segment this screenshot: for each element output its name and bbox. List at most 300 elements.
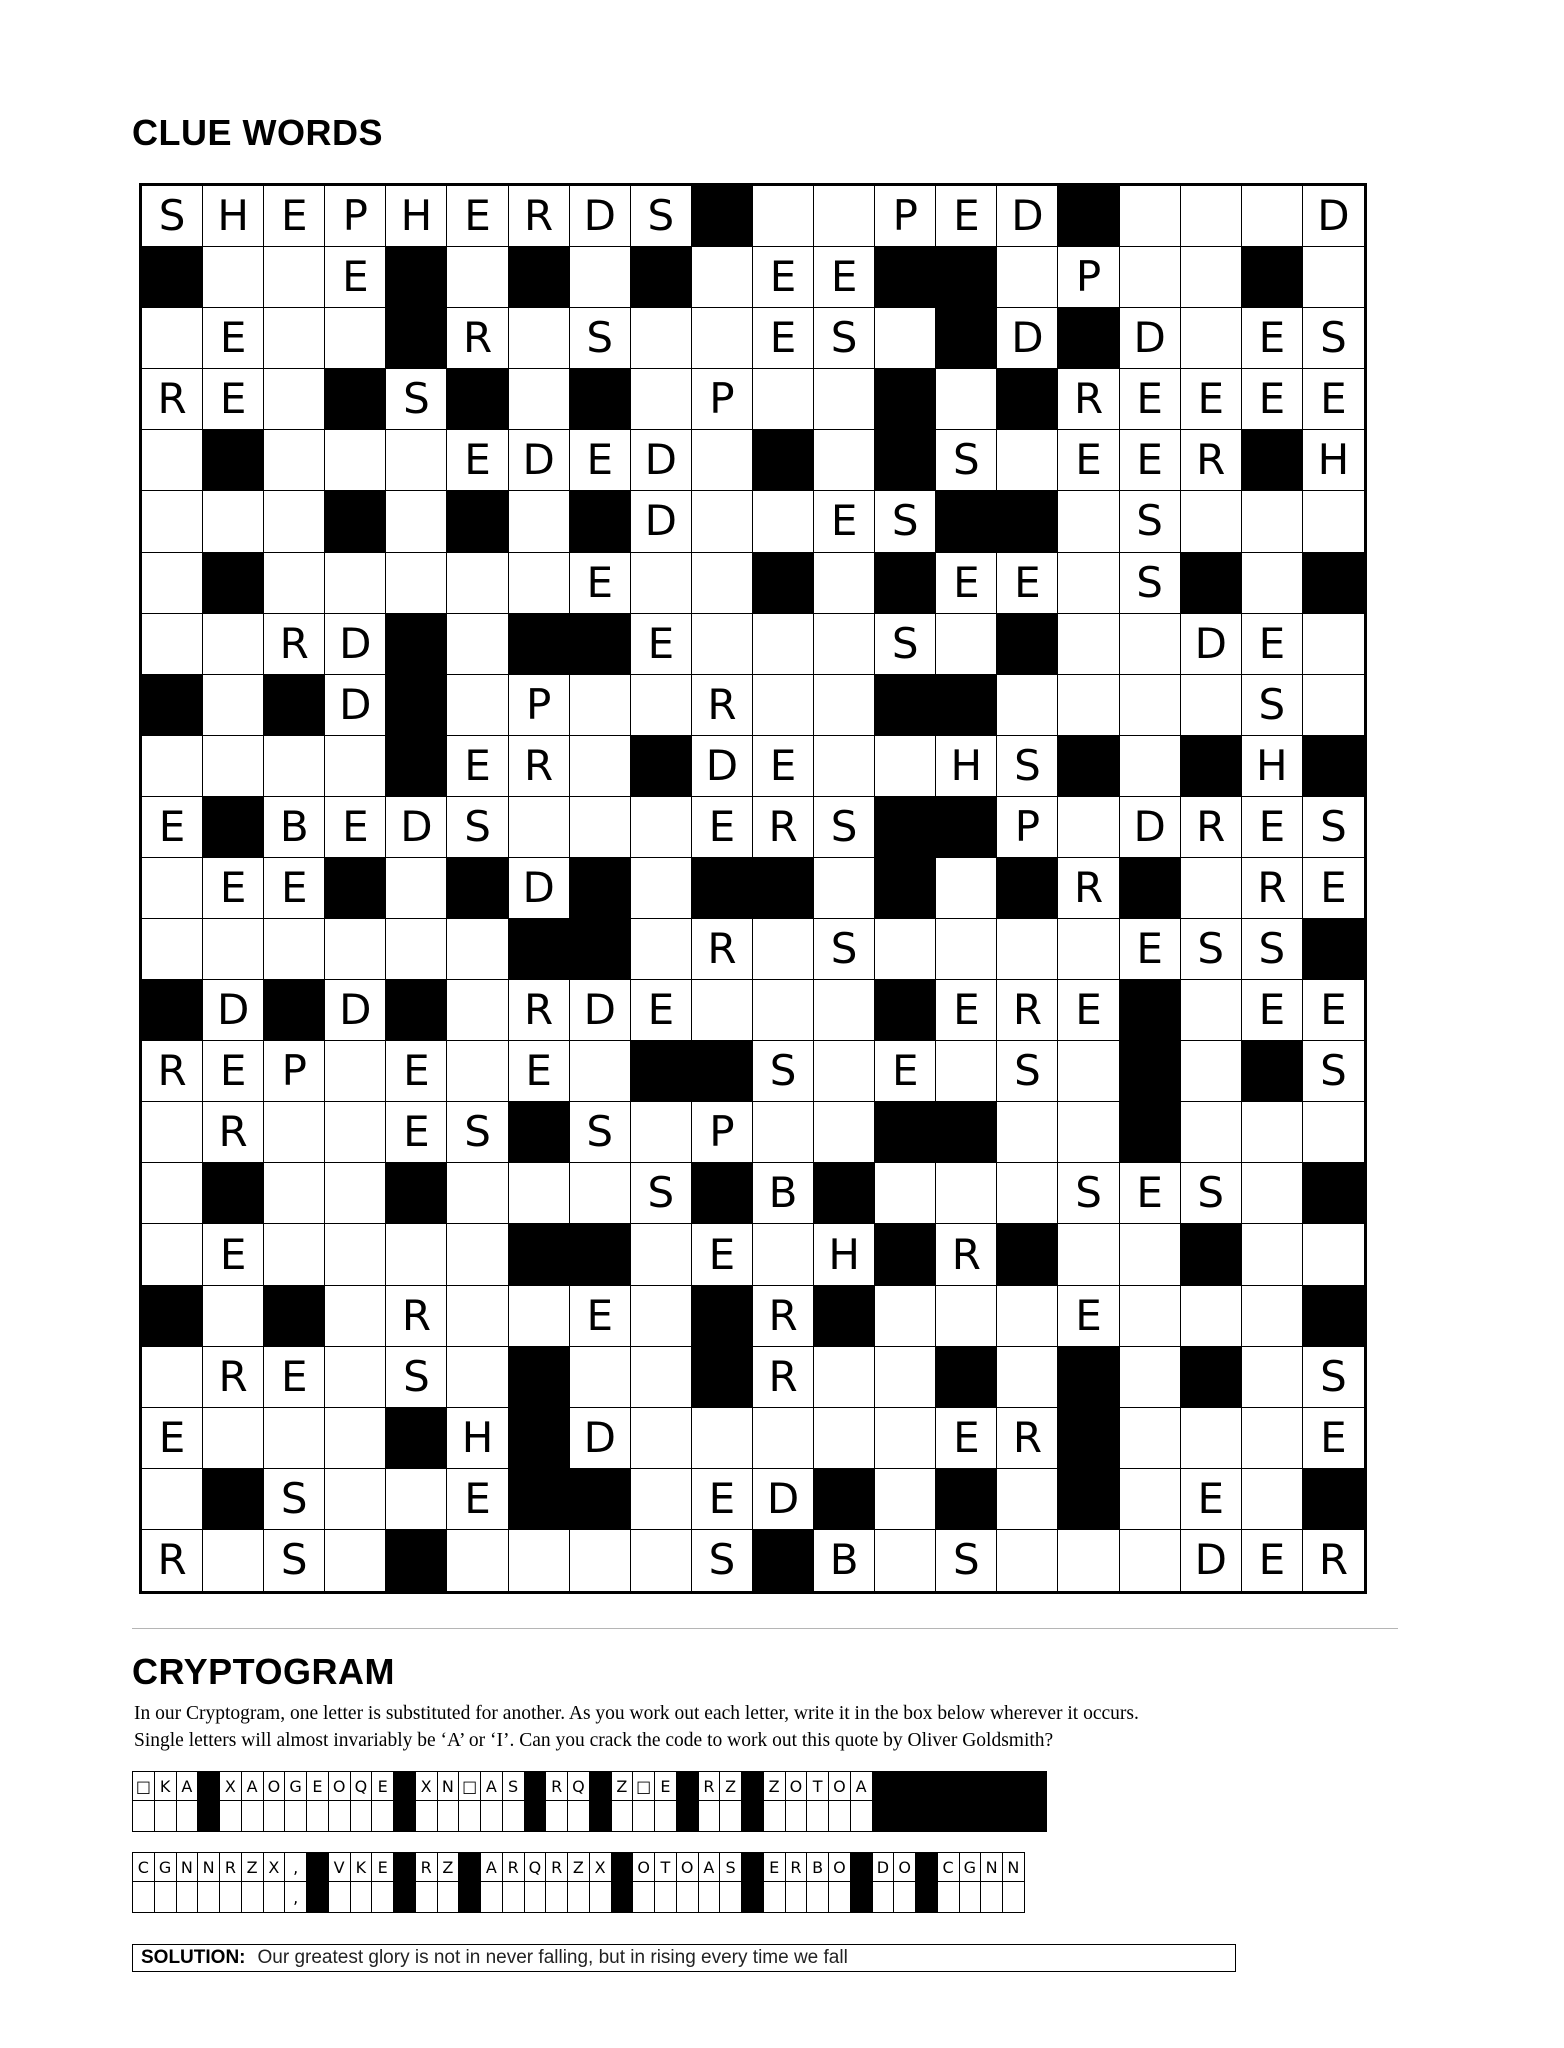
answer-box[interactable] — [133, 1801, 154, 1831]
grid-cell[interactable] — [386, 491, 447, 552]
grid-cell[interactable]: R — [753, 1347, 814, 1408]
grid-cell[interactable] — [1181, 247, 1242, 308]
grid-cell[interactable]: E — [447, 1469, 508, 1530]
grid-cell[interactable]: P — [1058, 247, 1119, 308]
answer-box[interactable] — [1003, 1882, 1024, 1912]
grid-cell[interactable] — [142, 491, 203, 552]
grid-cell[interactable]: S — [936, 430, 997, 491]
answer-box[interactable] — [264, 1882, 285, 1912]
grid-cell[interactable] — [1181, 858, 1242, 919]
grid-cell[interactable] — [1242, 1408, 1303, 1469]
grid-cell[interactable]: P — [325, 186, 386, 247]
grid-cell[interactable]: E — [936, 553, 997, 614]
answer-box[interactable] — [459, 1801, 480, 1831]
grid-cell[interactable]: S — [1058, 1163, 1119, 1224]
grid-cell[interactable] — [1181, 1286, 1242, 1347]
cryptogram-letter-box[interactable] — [677, 1853, 699, 1912]
answer-box[interactable] — [481, 1801, 502, 1831]
grid-cell[interactable] — [447, 553, 508, 614]
grid-cell[interactable]: S — [264, 1469, 325, 1530]
cryptogram-letter-box[interactable] — [481, 1853, 503, 1912]
grid-cell[interactable]: E — [203, 1041, 264, 1102]
grid-cell[interactable]: S — [1303, 308, 1364, 369]
grid-cell[interactable]: R — [447, 308, 508, 369]
grid-cell[interactable]: S — [814, 308, 875, 369]
grid-cell[interactable]: E — [447, 430, 508, 491]
cryptogram-letter-box[interactable] — [372, 1853, 394, 1912]
cryptogram-letter-box[interactable] — [981, 1853, 1003, 1912]
answer-box[interactable] — [242, 1801, 263, 1831]
grid-cell[interactable]: R — [1181, 797, 1242, 858]
grid-cell[interactable] — [142, 430, 203, 491]
grid-cell[interactable] — [325, 1041, 386, 1102]
cryptogram-letter-box[interactable] — [764, 1853, 786, 1912]
answer-box[interactable] — [133, 1882, 154, 1912]
answer-box[interactable] — [807, 1882, 828, 1912]
grid-cell[interactable]: R — [264, 614, 325, 675]
cryptogram-letter-box[interactable] — [568, 1772, 590, 1831]
grid-cell[interactable]: S — [386, 369, 447, 430]
grid-cell[interactable] — [264, 1408, 325, 1469]
grid-cell[interactable]: S — [631, 186, 692, 247]
answer-box[interactable] — [851, 1801, 872, 1831]
grid-cell[interactable]: D — [997, 186, 1058, 247]
grid-cell[interactable] — [1181, 186, 1242, 247]
answer-box[interactable] — [351, 1882, 372, 1912]
grid-cell[interactable]: H — [814, 1224, 875, 1285]
grid-cell[interactable] — [1242, 186, 1303, 247]
grid-cell[interactable]: R — [1242, 858, 1303, 919]
grid-cell[interactable] — [447, 247, 508, 308]
grid-cell[interactable]: D — [203, 980, 264, 1041]
grid-cell[interactable]: R — [509, 980, 570, 1041]
grid-cell[interactable]: D — [753, 1469, 814, 1530]
answer-box[interactable] — [285, 1801, 306, 1831]
grid-cell[interactable] — [264, 491, 325, 552]
grid-cell[interactable] — [386, 858, 447, 919]
cryptogram-letter-box[interactable] — [720, 1772, 742, 1831]
grid-cell[interactable] — [1120, 736, 1181, 797]
grid-cell[interactable] — [936, 614, 997, 675]
cryptogram-letter-box[interactable] — [655, 1853, 677, 1912]
grid-cell[interactable]: D — [1120, 797, 1181, 858]
grid-cell[interactable]: D — [1120, 308, 1181, 369]
grid-cell[interactable]: S — [1181, 919, 1242, 980]
grid-cell[interactable]: E — [1303, 1408, 1364, 1469]
answer-box[interactable] — [590, 1882, 611, 1912]
grid-cell[interactable] — [509, 553, 570, 614]
cryptogram-letter-box[interactable] — [873, 1853, 895, 1912]
grid-cell[interactable]: S — [1303, 1347, 1364, 1408]
answer-box[interactable] — [633, 1801, 654, 1831]
grid-cell[interactable]: R — [1318, 1535, 1349, 1585]
grid-cell[interactable] — [692, 308, 753, 369]
grid-cell[interactable]: D — [509, 430, 570, 491]
grid-cell[interactable] — [814, 614, 875, 675]
grid-cell[interactable]: S — [1120, 553, 1181, 614]
grid-cell[interactable] — [447, 1041, 508, 1102]
grid-cell[interactable] — [1242, 1347, 1303, 1408]
grid-cell[interactable] — [631, 1286, 692, 1347]
grid-cell[interactable] — [753, 1224, 814, 1285]
cryptogram-letter-box[interactable] — [459, 1772, 481, 1831]
grid-cell[interactable] — [325, 1347, 386, 1408]
grid-cell[interactable] — [1181, 1408, 1242, 1469]
cryptogram-letter-box[interactable] — [220, 1772, 242, 1831]
grid-cell[interactable] — [509, 308, 570, 369]
grid-cell[interactable] — [1303, 491, 1364, 552]
answer-box[interactable] — [264, 1801, 285, 1831]
grid-cell[interactable] — [1181, 1102, 1242, 1163]
grid-cell[interactable] — [509, 1530, 570, 1591]
grid-cell[interactable]: E — [447, 186, 508, 247]
grid-cell[interactable] — [814, 186, 875, 247]
grid-cell[interactable]: E — [1242, 369, 1303, 430]
grid-cell[interactable] — [203, 614, 264, 675]
answer-box[interactable] — [568, 1801, 589, 1831]
grid-cell[interactable] — [814, 1041, 875, 1102]
grid-cell[interactable] — [753, 919, 814, 980]
grid-cell[interactable]: S — [142, 186, 203, 247]
grid-cell[interactable] — [1120, 1347, 1181, 1408]
grid-cell[interactable] — [753, 980, 814, 1041]
grid-cell[interactable]: E — [814, 491, 875, 552]
cryptogram-letter-box[interactable] — [633, 1853, 655, 1912]
answer-box[interactable] — [481, 1882, 502, 1912]
grid-cell[interactable]: E — [1303, 980, 1364, 1041]
grid-cell[interactable] — [1058, 1102, 1119, 1163]
grid-cell[interactable]: E — [997, 553, 1058, 614]
grid-cell[interactable] — [692, 614, 753, 675]
grid-cell[interactable] — [814, 369, 875, 430]
answer-box[interactable] — [438, 1882, 459, 1912]
cryptogram-letter-box[interactable] — [264, 1853, 286, 1912]
answer-box[interactable] — [677, 1882, 698, 1912]
grid-cell[interactable]: R — [1058, 858, 1119, 919]
grid-cell[interactable]: E — [570, 1286, 631, 1347]
answer-box[interactable] — [764, 1801, 785, 1831]
answer-box[interactable] — [829, 1801, 850, 1831]
grid-cell[interactable] — [814, 1347, 875, 1408]
cryptogram-letter-box[interactable] — [807, 1772, 829, 1831]
grid-cell[interactable] — [1058, 491, 1119, 552]
grid-cell[interactable] — [753, 369, 814, 430]
grid-cell[interactable] — [570, 247, 631, 308]
answer-box[interactable] — [568, 1882, 589, 1912]
grid-cell[interactable]: R — [997, 1408, 1058, 1469]
grid-cell[interactable] — [875, 1469, 936, 1530]
grid-cell[interactable] — [631, 308, 692, 369]
grid-cell[interactable] — [1120, 186, 1181, 247]
answer-box[interactable] — [873, 1882, 894, 1912]
grid-cell[interactable] — [875, 1408, 936, 1469]
grid-cell[interactable]: R — [509, 736, 570, 797]
grid-cell[interactable]: E — [1181, 369, 1242, 430]
grid-cell[interactable] — [325, 1224, 386, 1285]
grid-cell[interactable]: E — [631, 980, 692, 1041]
grid-cell[interactable] — [875, 1286, 936, 1347]
grid-cell[interactable] — [814, 430, 875, 491]
answer-box[interactable] — [416, 1801, 437, 1831]
grid-cell[interactable] — [631, 919, 692, 980]
cryptogram-letter-box[interactable] — [177, 1853, 199, 1912]
answer-box[interactable] — [786, 1801, 807, 1831]
answer-box[interactable] — [960, 1882, 981, 1912]
grid-cell[interactable]: S — [1120, 491, 1181, 552]
grid-cell[interactable] — [447, 980, 508, 1041]
cryptogram-letter-box[interactable] — [503, 1853, 525, 1912]
cryptogram-letter-box[interactable] — [220, 1853, 242, 1912]
grid-cell[interactable] — [386, 553, 447, 614]
answer-box[interactable] — [525, 1882, 546, 1912]
cryptogram-letter-box[interactable] — [764, 1772, 786, 1831]
grid-cell[interactable]: S — [1242, 675, 1303, 736]
grid-cell[interactable]: E — [325, 247, 386, 308]
grid-cell[interactable] — [1058, 919, 1119, 980]
grid-cell[interactable] — [203, 736, 264, 797]
grid-cell[interactable] — [631, 1102, 692, 1163]
grid-cell[interactable]: S — [447, 797, 508, 858]
grid-cell[interactable] — [570, 1530, 631, 1591]
grid-cell[interactable]: E — [447, 736, 508, 797]
grid-cell[interactable]: E — [264, 186, 325, 247]
grid-cell[interactable] — [692, 430, 753, 491]
grid-cell[interactable]: E — [936, 980, 997, 1041]
grid-cell[interactable]: S — [997, 736, 1058, 797]
grid-cell[interactable]: P — [692, 369, 753, 430]
grid-cell[interactable] — [509, 491, 570, 552]
cryptogram-letter-box[interactable] — [329, 1853, 351, 1912]
grid-cell[interactable] — [1181, 308, 1242, 369]
grid-cell[interactable] — [814, 1102, 875, 1163]
answer-box[interactable] — [699, 1801, 720, 1831]
grid-cell[interactable] — [1120, 247, 1181, 308]
grid-cell[interactable]: R — [692, 675, 753, 736]
grid-cell[interactable]: E — [753, 736, 814, 797]
grid-cell[interactable] — [1058, 797, 1119, 858]
grid-cell[interactable] — [875, 1530, 936, 1591]
cryptogram-letter-box[interactable] — [285, 1772, 307, 1831]
grid-cell[interactable]: H — [1242, 736, 1303, 797]
answer-box[interactable] — [351, 1801, 372, 1831]
grid-cell[interactable]: D — [570, 1408, 631, 1469]
grid-cell[interactable]: S — [386, 1347, 447, 1408]
cryptogram-letter-box[interactable] — [655, 1772, 677, 1831]
cryptogram-letter-box[interactable] — [307, 1772, 329, 1831]
grid-cell[interactable] — [509, 1286, 570, 1347]
answer-box[interactable] — [177, 1801, 198, 1831]
cryptogram-letter-box[interactable] — [633, 1772, 655, 1831]
grid-cell[interactable] — [386, 919, 447, 980]
grid-cell[interactable]: D — [325, 614, 386, 675]
answer-box[interactable] — [546, 1801, 567, 1831]
grid-cell[interactable] — [1058, 1041, 1119, 1102]
answer-box[interactable] — [416, 1882, 437, 1912]
grid-cell[interactable]: E — [1303, 369, 1364, 430]
grid-cell[interactable]: E — [875, 1041, 936, 1102]
grid-cell[interactable] — [264, 308, 325, 369]
grid-cell[interactable] — [997, 247, 1058, 308]
grid-cell[interactable] — [814, 1408, 875, 1469]
grid-cell[interactable]: E — [1242, 980, 1303, 1041]
grid-cell[interactable]: E — [1120, 919, 1181, 980]
grid-cell[interactable] — [142, 1469, 203, 1530]
grid-cell[interactable] — [264, 1102, 325, 1163]
grid-cell[interactable]: S — [1181, 1163, 1242, 1224]
grid-cell[interactable] — [1242, 553, 1303, 614]
grid-cell[interactable]: E — [1058, 980, 1119, 1041]
grid-cell[interactable]: S — [692, 1530, 753, 1591]
grid-cell[interactable] — [142, 614, 203, 675]
grid-cell[interactable]: E — [631, 614, 692, 675]
grid-cell[interactable]: E — [1120, 430, 1181, 491]
grid-cell[interactable]: R — [997, 980, 1058, 1041]
grid-cell[interactable]: S — [936, 1530, 997, 1591]
grid-cell[interactable] — [997, 1347, 1058, 1408]
grid-cell[interactable]: S — [997, 1041, 1058, 1102]
grid-cell[interactable] — [447, 1224, 508, 1285]
grid-cell[interactable] — [631, 1224, 692, 1285]
grid-cell[interactable] — [936, 1041, 997, 1102]
grid-cell[interactable] — [1120, 1530, 1181, 1591]
grid-cell[interactable]: H — [203, 186, 264, 247]
grid-cell[interactable]: S — [753, 1041, 814, 1102]
cryptogram-letter-box[interactable] — [416, 1853, 438, 1912]
grid-cell[interactable]: E — [570, 430, 631, 491]
grid-cell[interactable]: R — [753, 1286, 814, 1347]
grid-cell[interactable] — [1303, 1224, 1364, 1285]
grid-cell[interactable] — [509, 1163, 570, 1224]
grid-cell[interactable]: R — [386, 1286, 447, 1347]
grid-cell[interactable] — [875, 308, 936, 369]
cryptogram-letter-box[interactable] — [372, 1772, 394, 1831]
cryptogram-letter-box[interactable] — [1003, 1853, 1025, 1912]
grid-cell[interactable] — [142, 1224, 203, 1285]
grid-cell[interactable] — [997, 1469, 1058, 1530]
grid-cell[interactable] — [1303, 1102, 1364, 1163]
grid-cell[interactable] — [325, 919, 386, 980]
grid-cell[interactable] — [753, 675, 814, 736]
answer-box[interactable] — [612, 1801, 633, 1831]
cryptogram-letter-box[interactable] — [438, 1853, 460, 1912]
answer-box[interactable] — [177, 1882, 198, 1912]
grid-cell[interactable]: H — [386, 186, 447, 247]
answer-box[interactable] — [220, 1801, 241, 1831]
cryptogram-letter-box[interactable] — [481, 1772, 503, 1831]
grid-cell[interactable]: E — [692, 1469, 753, 1530]
grid-cell[interactable] — [264, 919, 325, 980]
answer-box[interactable] — [720, 1882, 741, 1912]
grid-cell[interactable] — [814, 553, 875, 614]
answer-box[interactable] — [699, 1882, 720, 1912]
answer-box[interactable] — [329, 1882, 350, 1912]
grid-cell[interactable] — [692, 491, 753, 552]
cryptogram-letter-box[interactable] — [699, 1853, 721, 1912]
cryptogram-letter-box[interactable] — [198, 1853, 220, 1912]
grid-cell[interactable]: D — [631, 430, 692, 491]
cryptogram-letter-box[interactable] — [503, 1772, 525, 1831]
grid-cell[interactable]: R — [1181, 430, 1242, 491]
cryptogram-letter-box[interactable] — [568, 1853, 590, 1912]
grid-cell[interactable]: R — [203, 1347, 264, 1408]
grid-cell[interactable]: R — [203, 1102, 264, 1163]
grid-cell[interactable] — [1242, 1469, 1303, 1530]
grid-cell[interactable] — [325, 1408, 386, 1469]
grid-cell[interactable] — [570, 1041, 631, 1102]
grid-cell[interactable]: S — [447, 1102, 508, 1163]
grid-cell[interactable]: P — [997, 797, 1058, 858]
grid-cell[interactable] — [753, 1102, 814, 1163]
grid-cell[interactable] — [814, 858, 875, 919]
grid-cell[interactable] — [814, 980, 875, 1041]
grid-cell[interactable] — [936, 919, 997, 980]
grid-cell[interactable]: S — [570, 308, 631, 369]
grid-cell[interactable] — [142, 1347, 203, 1408]
grid-cell[interactable] — [1181, 980, 1242, 1041]
grid-cell[interactable]: R — [509, 186, 570, 247]
grid-cell[interactable]: D — [1181, 614, 1242, 675]
grid-cell[interactable] — [875, 919, 936, 980]
grid-cell[interactable] — [997, 1102, 1058, 1163]
grid-cell[interactable] — [692, 1408, 753, 1469]
answer-box[interactable] — [807, 1801, 828, 1831]
grid-cell[interactable] — [936, 1286, 997, 1347]
grid-cell[interactable] — [325, 1286, 386, 1347]
grid-cell[interactable]: E — [753, 247, 814, 308]
grid-cell[interactable]: E — [1303, 858, 1364, 919]
cryptogram-letter-box[interactable] — [786, 1772, 808, 1831]
grid-cell[interactable]: P — [264, 1041, 325, 1102]
grid-cell[interactable] — [1058, 675, 1119, 736]
grid-cell[interactable] — [692, 247, 753, 308]
answer-box[interactable] — [764, 1882, 785, 1912]
grid-cell[interactable] — [386, 1224, 447, 1285]
grid-cell[interactable] — [814, 675, 875, 736]
answer-box[interactable] — [503, 1882, 524, 1912]
answer-box[interactable] — [546, 1882, 567, 1912]
grid-cell[interactable] — [264, 1163, 325, 1224]
grid-cell[interactable]: E — [1242, 1530, 1303, 1591]
grid-cell[interactable] — [1120, 1469, 1181, 1530]
grid-cell[interactable] — [1303, 614, 1364, 675]
grid-cell[interactable]: E — [936, 1408, 997, 1469]
grid-cell[interactable]: E — [1242, 614, 1303, 675]
grid-cell[interactable] — [142, 919, 203, 980]
grid-cell[interactable]: R — [936, 1224, 997, 1285]
grid-cell[interactable] — [1058, 1224, 1119, 1285]
grid-cell[interactable] — [447, 1286, 508, 1347]
grid-cell[interactable] — [1058, 1530, 1119, 1591]
grid-cell[interactable] — [570, 1347, 631, 1408]
grid-cell[interactable] — [570, 675, 631, 736]
answer-box[interactable] — [720, 1801, 741, 1831]
grid-cell[interactable] — [875, 1163, 936, 1224]
grid-cell[interactable]: S — [875, 614, 936, 675]
grid-cell[interactable]: E — [264, 858, 325, 919]
cryptogram-letter-box[interactable] — [612, 1772, 634, 1831]
grid-cell[interactable] — [264, 553, 325, 614]
grid-cell[interactable]: E — [1058, 1286, 1119, 1347]
grid-cell[interactable] — [631, 797, 692, 858]
cryptogram-letter-box[interactable] — [525, 1853, 547, 1912]
grid-cell[interactable] — [936, 858, 997, 919]
grid-cell[interactable] — [203, 247, 264, 308]
grid-cell[interactable] — [1058, 553, 1119, 614]
grid-cell[interactable] — [1120, 1224, 1181, 1285]
cryptogram-letter-box[interactable] — [546, 1772, 568, 1831]
grid-cell[interactable]: H — [447, 1408, 508, 1469]
grid-cell[interactable] — [1181, 1041, 1242, 1102]
